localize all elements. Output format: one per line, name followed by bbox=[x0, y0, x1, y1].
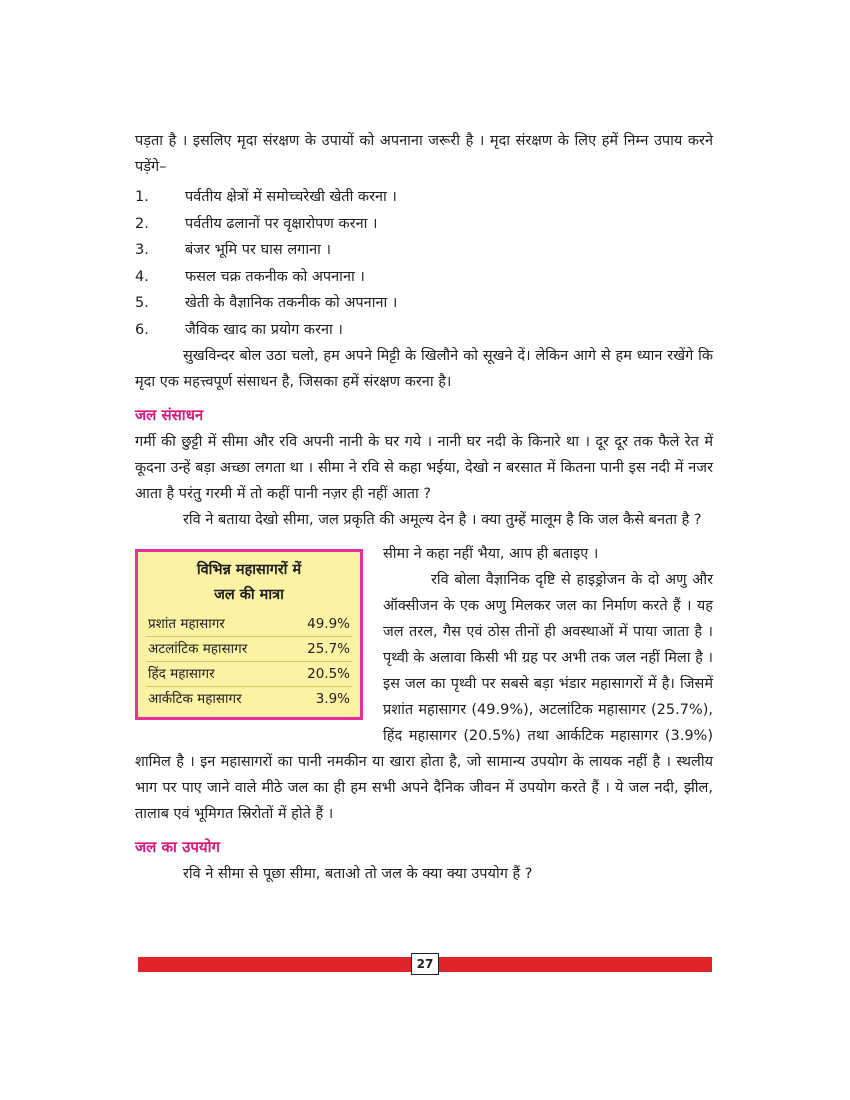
ravi-science-paragraph: रवि बोला वैज्ञानिक दृष्टि से हाइड्रोजन के दो अणु और ऑक्सीजन के एक अणु मिलकर जल का निर्माण करते हैं । यह जल तरल, गैस एवं ठोस तीनों ही अवस्थाओं में पाया जाता है । पृथ्वी के अलावा किसी भी ग्रह पर अभी तक जल नहीं मिला है । इस जल का पृथ्वी पर सबसे बड़ा भंडार महासागरों में है। जिसमें प्रशांत महासागर (49.9%), अटलांटिक महासागर (25.7%), हिंद महासागर (20.5%) तथा आर्कटिक महासागर (3.9%) शामिल है । इन महासागरों का पानी नमकीन या खारा होता है, जो सामान्य उपयोग के लायक नहीं है । स्थलीय भाग पर पाए जाने वाले मीठे जल का ही हम सभी अपने दैनिक जीवन में उपयोग करते हैं । ये जल नदी, झील, तालाब एवं भूमिगत स्रिरोतों में होते हैं । bbox=[135, 572, 713, 822]
section-heading-water-resources: जल संसाधन bbox=[135, 406, 204, 424]
list-item: 6. जैविक खाद का प्रयोग करना । bbox=[135, 321, 343, 338]
list-item: 3. बंजर भूमि पर घास लगाना । bbox=[135, 242, 331, 258]
infobox-row: हिंद महासागर 20.5% bbox=[146, 662, 352, 687]
water-intro-paragraph: गर्मी की छुट्टी में सीमा और रवि अपनी नानी के घर गये । नानी घर नदी के किनारे था । दूर दूर तक फैले रेत में कूदना उन्हें बड़ा अच्छा लगता था । सीमा ने रवि से कहा भईया, देखो न बरसात में कितना पानी इस नदी में नजर आता है परंतु गरमी में तो कहीं पानी नज़र ही नहीं आता ? bbox=[135, 434, 713, 502]
page-number: 27 bbox=[411, 953, 439, 975]
ocean-section bbox=[135, 541, 713, 827]
intro-paragraph: पड़ता है । इसलिए मृदा संरक्षण के उपायों को अपनाना जरूरी है । मृदा संरक्षण के लिए हमें निम्न उपाय करने पड़ेंगे– bbox=[135, 133, 713, 175]
infobox-row: अटलांटिक महासागर 25.7% bbox=[146, 637, 352, 662]
ravi-explains-paragraph: रवि ने बताया देखो सीमा, जल प्रकृति की अमूल्य देन है । क्या तुम्हें मालूम है कि जल कैसे बनता है ? bbox=[183, 512, 702, 528]
water-use-question: रवि ने सीमा से पूछा सीमा, बताओ तो जल के क्या क्या उपयोग हैं ? bbox=[183, 866, 533, 882]
section-heading-water-use: जल का उपयोग bbox=[135, 838, 220, 856]
seema-line: सीमा ने कहा नहीं भैया, आप ही बताइए । bbox=[383, 546, 599, 562]
ocean-water-infobox bbox=[135, 549, 363, 720]
infobox-row: प्रशांत महासागर 49.9% bbox=[146, 612, 352, 637]
list-item: 1. पर्वतीय क्षेत्रों में समोच्चरेखी खेती करना । bbox=[135, 189, 397, 205]
infobox-row: आर्कटिक महासागर 3.9% bbox=[148, 691, 350, 707]
sukhvinder-paragraph: सुखविन्दर बोल उठा चलो, हम अपने मिट्टी के खिलौने को सूखने दें। लेकिन आगे से हम ध्यान रखेंगे कि मृदा एक महत्त्वपूर्ण संसाधन है, जिसका हमें संरक्षण करना है। bbox=[135, 348, 713, 390]
list-item: 4. फसल चक्र तकनीक को अपनाना । bbox=[135, 268, 365, 285]
page-content bbox=[135, 128, 713, 887]
list-item: 5. खेती के वैज्ञानिक तकनीक को अपनाना । bbox=[135, 295, 398, 311]
conservation-measures-list bbox=[135, 184, 713, 343]
infobox-title: विभिन्न महासागरों में जल की मात्रा bbox=[196, 562, 302, 603]
list-item: 2. पर्वतीय ढलानों पर वृक्षारोपण करना । bbox=[135, 215, 378, 232]
